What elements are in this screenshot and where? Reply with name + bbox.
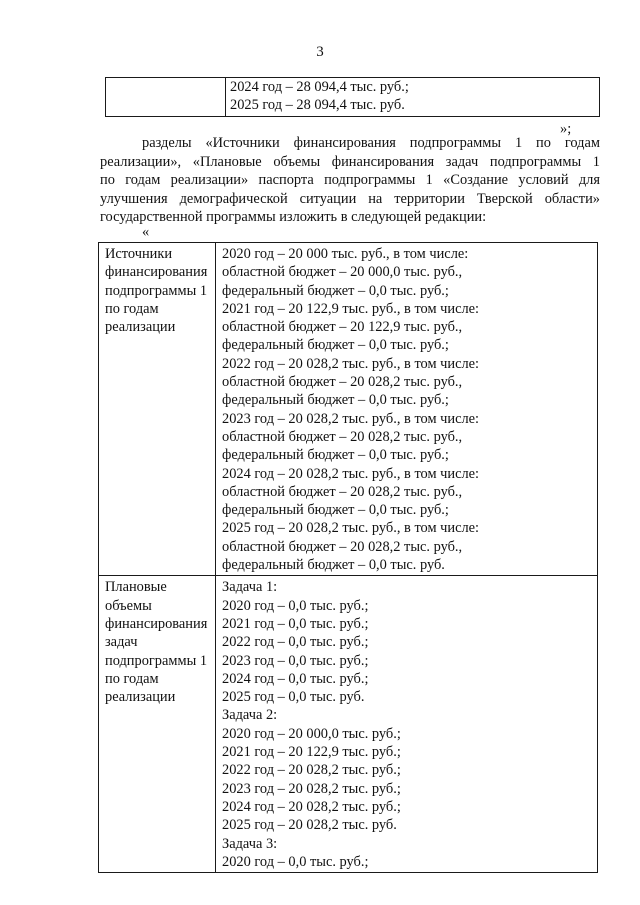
- value-line: 2025 год – 0,0 тыс. руб.: [222, 689, 365, 706]
- value-line: областной бюджет – 20 028,2 тыс. руб.,: [222, 483, 463, 500]
- table-row: [99, 576, 598, 873]
- paragraph-line: по годам реализации» паспорта подпрограммы 1 «Создание условий для: [100, 172, 600, 189]
- continued-table-fragment: [105, 77, 600, 117]
- row-label-planned-volumes: [99, 576, 216, 873]
- value-line: 2023 год – 20 028,2 тыс. руб., в том числе:: [222, 410, 480, 427]
- value-line: 2025 год – 20 028,2 тыс. руб.: [222, 817, 397, 834]
- value-line: 2020 год – 20 000 тыс. руб., в том числе:: [222, 246, 469, 262]
- value-line: 2024 год – 0,0 тыс. руб.;: [222, 670, 369, 687]
- row-value-planned-volumes: [216, 576, 598, 873]
- value-line: 2025 год – 28 094,4 тыс. руб.: [230, 97, 405, 114]
- paragraph-line: реализации», «Плановые объемы финансирования задач подпрограммы 1: [100, 153, 600, 170]
- label-cell: [106, 78, 226, 117]
- value-line: 2023 год – 0,0 тыс. руб.;: [222, 652, 369, 669]
- row-value-sources: [216, 243, 598, 576]
- paragraph-line: улучшения демографической ситуации на территории Тверской области»: [100, 190, 600, 207]
- value-line: федеральный бюджет – 0,0 тыс. руб.;: [222, 282, 449, 299]
- value-line: 2020 год – 20 000,0 тыс. руб.;: [222, 725, 401, 742]
- value-line: областной бюджет – 20 028,2 тыс. руб.,: [222, 374, 463, 391]
- financing-table: [98, 242, 598, 873]
- value-line: 2020 год – 0,0 тыс. руб.;: [222, 597, 369, 614]
- paragraph-line: государственной программы изложить в следующей редакции:: [100, 209, 487, 226]
- opening-quote: «: [142, 224, 150, 240]
- label-line: объемы: [105, 597, 152, 614]
- value-line: 2024 год – 28 094,4 тыс. руб.;: [230, 79, 409, 95]
- value-line: федеральный бюджет – 0,0 тыс. руб.: [222, 557, 445, 574]
- value-line: федеральный бюджет – 0,0 тыс. руб.;: [222, 337, 449, 354]
- value-line: областной бюджет – 20 122,9 тыс. руб.,: [222, 319, 463, 336]
- row-label-sources: [99, 243, 216, 576]
- label-line: по годам: [105, 670, 159, 687]
- value-line: 2024 год – 20 028,2 тыс. руб.;: [222, 798, 401, 815]
- value-line: Задача 3:: [222, 835, 278, 852]
- table-row: [99, 243, 598, 576]
- value-line: федеральный бюджет – 0,0 тыс. руб.;: [222, 502, 449, 519]
- value-line: 2023 год – 20 028,2 тыс. руб.;: [222, 780, 401, 797]
- label-line: финансирования: [105, 264, 208, 281]
- label-line: подпрограммы 1: [105, 652, 208, 669]
- value-line: 2024 год – 20 028,2 тыс. руб., в том числе:: [222, 465, 480, 482]
- label-line: подпрограммы 1: [105, 282, 208, 299]
- value-line: 2021 год – 20 122,9 тыс. руб., в том числе:: [222, 300, 480, 317]
- amendment-paragraph: [100, 134, 600, 227]
- value-line: 2021 год – 0,0 тыс. руб.;: [222, 615, 369, 632]
- value-line: Задача 1:: [222, 579, 278, 596]
- paragraph-line: разделы «Источники финансирования подпрограммы 1 по годам: [142, 135, 600, 151]
- value-line: 2022 год – 20 028,2 тыс. руб.;: [222, 762, 401, 779]
- label-line: по годам: [105, 300, 159, 317]
- label-line: реализации: [105, 319, 176, 336]
- value-line: 2022 год – 20 028,2 тыс. руб., в том числе:: [222, 355, 480, 372]
- value-line: областной бюджет – 20 028,2 тыс. руб.,: [222, 428, 463, 445]
- table-row: [106, 78, 600, 117]
- value-line: федеральный бюджет – 0,0 тыс. руб.;: [222, 392, 449, 409]
- value-line: 2022 год – 0,0 тыс. руб.;: [222, 634, 369, 651]
- label-line: реализации: [105, 689, 176, 706]
- label-line: задач: [105, 634, 138, 651]
- value-line: федеральный бюджет – 0,0 тыс. руб.;: [222, 447, 449, 464]
- label-line: Плановые: [105, 579, 167, 596]
- value-line: областной бюджет – 20 000,0 тыс. руб.,: [222, 264, 463, 281]
- value-line: 2025 год – 20 028,2 тыс. руб., в том числе:: [222, 520, 480, 537]
- label-line: финансирования: [105, 615, 208, 632]
- value-line: областной бюджет – 20 028,2 тыс. руб.,: [222, 538, 463, 555]
- value-cell: [226, 78, 600, 117]
- value-line: 2020 год – 0,0 тыс. руб.;: [222, 853, 369, 870]
- value-line: Задача 2:: [222, 707, 278, 724]
- page-number: 3: [316, 44, 324, 60]
- closing-quote: »;: [560, 121, 572, 137]
- label-line: Источники: [105, 246, 173, 262]
- value-line: 2021 год – 20 122,9 тыс. руб.;: [222, 744, 401, 761]
